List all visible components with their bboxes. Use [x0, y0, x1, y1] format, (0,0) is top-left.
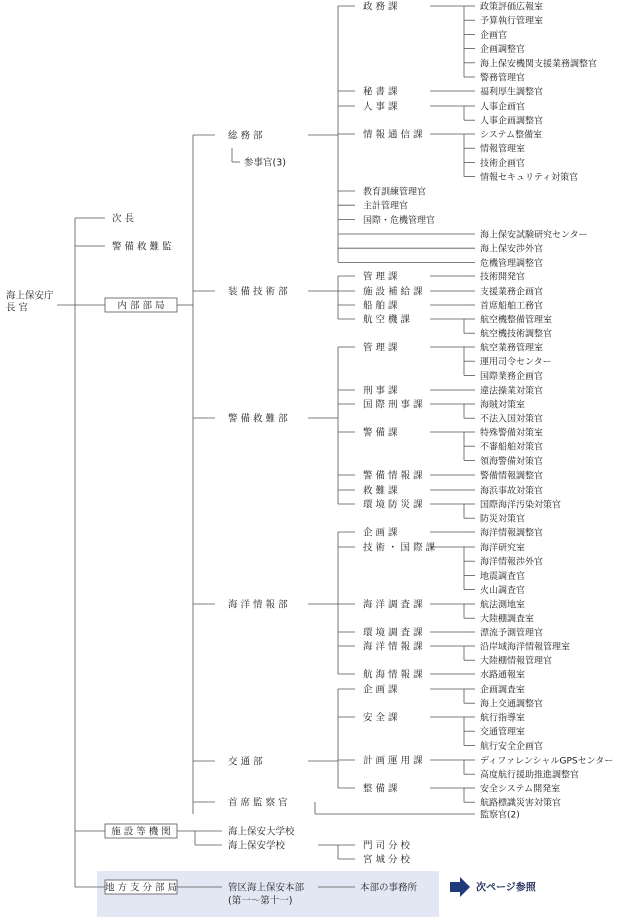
ga-division-0: 政 務 課: [363, 1, 398, 13]
ga-office-0-3: 企画調整官: [480, 45, 526, 56]
tr-office-0-1: 海上交通調整官: [480, 699, 544, 710]
level1-guard-rescue-supervisor: 警 備 救 難 監: [112, 241, 172, 253]
gr-division-1: 刑 事 課: [363, 385, 398, 397]
tr-office-3-0: 安全システム開発室: [480, 784, 561, 795]
next-page-reference: 次ページ参照: [476, 882, 536, 894]
gr-office-0-1: 運用司令センター: [480, 357, 552, 368]
level1-vice-commandant: 次 長: [112, 213, 135, 225]
boxed-labels: [105, 298, 177, 894]
ga-office-3-0: システム整備室: [480, 130, 543, 141]
dept-equipment-technology: 装 備 技 術 部: [228, 286, 288, 298]
gr-office-4-0: 警備情報調整官: [480, 471, 544, 482]
ga-office-0-2: 企画官: [480, 30, 508, 41]
et-division-1: 施 設 補 給 課: [363, 286, 423, 298]
tr-division-2: 計 画 運 用 課: [363, 755, 423, 767]
ga-office-3-2: 技術企画官: [480, 158, 526, 169]
tr-office-0-0: 企画調査室: [480, 685, 526, 696]
gr-division-6: 環 境 防 災 課: [363, 499, 423, 511]
et-office-3-0: 航空機整備管理室: [480, 315, 553, 326]
ga-office-1-0: 福利厚生調整官: [480, 87, 544, 98]
arrow-right-icon: [450, 877, 470, 897]
facility-academy: 海上保安大学校: [228, 826, 295, 838]
ga-office-0-5: 警務管理官: [480, 73, 526, 84]
ga-office-0-1: 予算執行管理室: [480, 16, 544, 27]
et-division-2: 船 舶 課: [363, 300, 398, 312]
gr-office-2-0: 海賊対策室: [480, 400, 526, 411]
tr-office-2-0: ディファレンシャルGPSセンター: [480, 756, 614, 767]
root-label-line1: 海上保安庁: [6, 290, 54, 302]
et-office-1-0: 支援業務企画官: [480, 287, 544, 298]
hy-office-5-0: 水路通報室: [480, 670, 526, 681]
level1-regional-bureau: 地 方 支 分 部 局: [104, 882, 178, 894]
gr-office-3-0: 特殊警備対策室: [480, 428, 544, 439]
ga-division-2: 人 事 課: [363, 101, 398, 113]
facility-school: 海上保安学校: [228, 840, 286, 852]
et-office-0-0: 技術開発官: [480, 272, 526, 283]
ga-center-1: 海上保安渉外官: [480, 244, 544, 255]
gr-office-1-0: 違法操業対策官: [480, 386, 544, 397]
labels: [6, 1, 613, 907]
ga-office-2-1: 人事企画調整官: [480, 116, 544, 127]
ga-officer-0: 教育訓練管理官: [363, 187, 427, 198]
dept-hydrographic: 海 洋 情 報 部: [228, 599, 288, 611]
facility-branch-moji: 門 司 分 校: [363, 840, 411, 852]
hy-office-1-2: 地震調査官: [480, 571, 526, 582]
tr-office-1-0: 航行指導室: [480, 713, 526, 724]
gr-office-5-0: 海浜事故対策官: [480, 486, 544, 497]
dept-maritime-traffic: 交 通 部: [228, 756, 263, 768]
hy-office-1-1: 海洋情報渉外官: [480, 557, 544, 568]
hy-office-2-0: 航法測地室: [480, 600, 526, 611]
dept-general-affairs: 総 務 部: [228, 130, 263, 142]
level1-internal-bureau: 内 部 部 局: [117, 300, 165, 312]
hy-office-4-0: 沿岸域海洋情報管理室: [480, 642, 571, 653]
hy-office-4-1: 大陸棚情報管理官: [480, 656, 553, 667]
hy-office-2-1: 大陸棚調査室: [480, 614, 535, 625]
gr-division-2: 国 際 刑 事 課: [363, 399, 423, 411]
facility-branch-miyagi: 宮 城 分 校: [363, 854, 411, 866]
tr-division-1: 安 全 課: [363, 712, 398, 724]
dept-guard-rescue: 警 備 救 難 部: [228, 413, 288, 425]
hy-division-5: 航 海 情 報 課: [363, 669, 423, 681]
et-division-3: 航 空 機 課: [363, 314, 411, 326]
gr-office-3-2: 領海警備対策官: [480, 456, 544, 467]
hy-office-1-0: 海洋研究室: [480, 543, 526, 554]
hy-division-2: 海 洋 調 査 課: [363, 599, 423, 611]
level1-facilities: 施 設 等 機 関: [111, 826, 171, 838]
regional-unit-note: (第一～第十一): [228, 895, 293, 907]
gr-office-0-0: 航空業務管理室: [480, 343, 544, 354]
next-page-arrow: [450, 877, 470, 897]
ga-center-0: 海上保安試験研究センター: [480, 230, 588, 241]
ga-division-3: 情 報 通 信 課: [363, 129, 423, 141]
regional-office: 本部の事務所: [360, 882, 418, 894]
ga-officer-1: 主計管理官: [363, 201, 409, 212]
gr-division-3: 警 備 課: [363, 427, 398, 439]
gr-division-5: 救 難 課: [363, 485, 398, 497]
ga-officer-2: 国際・危機管理官: [363, 215, 436, 226]
hy-office-3-0: 漂流予測管理官: [480, 628, 544, 639]
hy-division-0: 企 画 課: [363, 527, 398, 539]
hy-division-3: 環 境 調 査 課: [363, 627, 423, 639]
tr-office-3-1: 航路標識災害対策官: [480, 798, 562, 809]
ga-office-2-0: 人事企画官: [480, 102, 526, 113]
regional-unit: 管区海上保安本部: [228, 882, 305, 894]
hy-office-1-3: 火山調査官: [480, 586, 526, 597]
ga-division-1: 秘 書 課: [363, 86, 398, 98]
hy-office-0-0: 海洋情報調整官: [480, 528, 544, 539]
gr-division-0: 管 理 課: [363, 342, 398, 354]
et-division-0: 管 理 課: [363, 271, 398, 283]
et-office-2-0: 首席船舶工務官: [480, 301, 544, 312]
hy-division-1: 技 術 ・ 国 際 課: [363, 542, 436, 554]
ga-center-2: 危機管理調整官: [480, 258, 544, 269]
gr-office-3-1: 不審船舶対策官: [480, 442, 544, 453]
officer-councillor: 参事官(3): [244, 157, 286, 169]
ga-office-0-4: 海上保安機関支援業務調整官: [480, 59, 598, 70]
hy-division-4: 海 洋 情 報 課: [363, 641, 423, 653]
dept-chief-inspector: 首 席 監 察 官: [228, 797, 288, 809]
et-office-3-1: 航空機技術調整官: [480, 329, 553, 340]
tr-office-1-1: 交通管理室: [480, 727, 526, 738]
tr-office-1-2: 航行安全企画官: [480, 741, 544, 752]
tr-office-2-1: 高度航行援助推進調整官: [480, 770, 580, 781]
tr-division-3: 整 備 課: [363, 783, 398, 795]
gr-office-6-1: 防災対策官: [480, 514, 526, 525]
office-inspector: 監察官(2): [480, 810, 520, 821]
ga-office-3-3: 情報セキュリティ対策官: [480, 173, 579, 184]
gr-office-0-2: 国際業務企画官: [480, 371, 544, 382]
ga-office-3-1: 情報管理室: [480, 144, 526, 155]
gr-division-4: 警 備 情 報 課: [363, 470, 423, 482]
gr-office-6-0: 国際海洋汚染対策官: [480, 500, 562, 511]
gr-office-2-1: 不法入国対策官: [480, 414, 544, 425]
root-label-line2: 長 官: [6, 302, 29, 314]
tr-division-0: 企 画 課: [363, 684, 398, 696]
ga-office-0-0: 政策評価広報室: [480, 2, 544, 13]
